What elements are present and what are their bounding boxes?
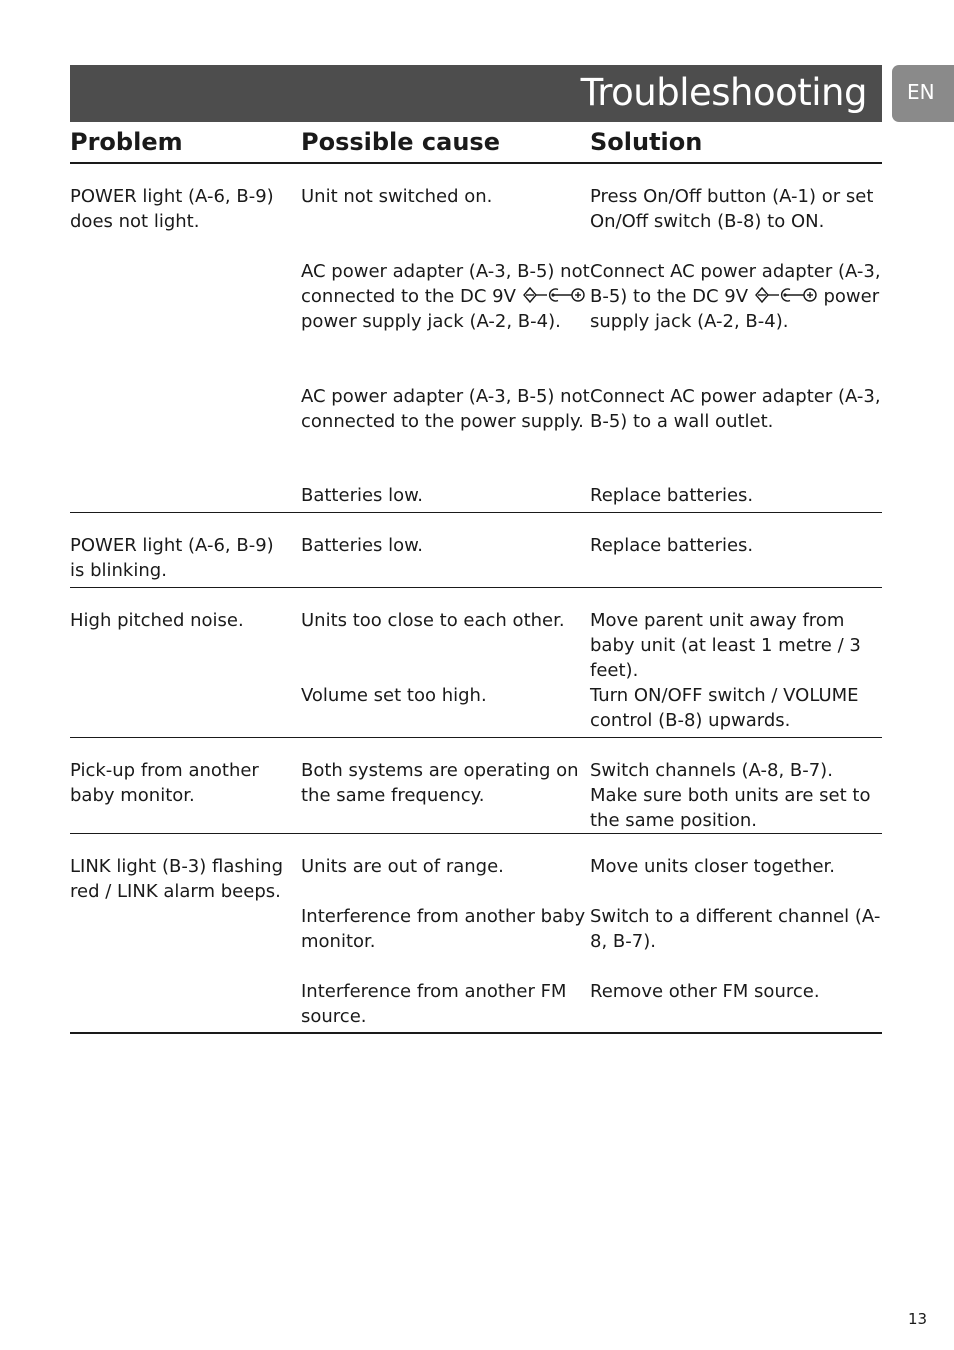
cause-text: Unit not switched on.: [301, 186, 493, 207]
table-row: [301, 384, 882, 483]
cause-text: Units are out of range.: [301, 856, 504, 877]
solution-text: Switch to a different channel (A-8, B-7).: [590, 906, 881, 952]
table-row: [301, 854, 882, 904]
page-title: Troubleshooting: [580, 71, 867, 114]
language-tab: [892, 65, 954, 122]
table-row: [301, 758, 882, 833]
problem-text: POWER light (A-6, B-9) does not light.: [70, 186, 274, 232]
solution-text: Replace batteries.: [590, 535, 754, 556]
dc-polarity-icon: [522, 286, 586, 304]
solution-text: Move parent unit away from baby unit (at least 1 metre / 3 feet).: [590, 610, 861, 681]
table-row: [301, 608, 882, 683]
problem-text: POWER light (A-6, B-9) is blinking.: [70, 535, 274, 581]
table-row: [301, 904, 882, 979]
table-row: [301, 184, 882, 259]
language-code: EN: [907, 80, 935, 104]
cause-text: Units too close to each other.: [301, 610, 565, 631]
troubleshooting-table: [70, 164, 882, 1034]
solution-text: Press On/Off button (A-1) or set On/Off switch (B-8) to ON.: [590, 186, 874, 232]
table-row: [301, 533, 882, 587]
solution-text: Connect AC power adapter (A-3, B-5) to a wall outlet.: [590, 386, 881, 432]
problem-text: Pick-up from another baby monitor.: [70, 760, 259, 806]
page-number: 13: [908, 1310, 928, 1328]
cause-text: Interference from another FM source.: [301, 981, 567, 1027]
solution-text: [590, 259, 882, 384]
cause-text: Both systems are operating on the same frequency.: [301, 760, 579, 806]
cause-text: Volume set too high.: [301, 685, 487, 706]
table-group: [70, 834, 882, 1034]
table-group: [70, 164, 882, 513]
solution-text: Move units closer together.: [590, 856, 836, 877]
table-row: [301, 979, 882, 1032]
dc-polarity-icon: [754, 286, 818, 304]
cause-text-part: power supply jack (A-2, B-4).: [301, 311, 561, 332]
cause-text: Batteries low.: [301, 485, 423, 506]
cause-text-part: AC power adapter (A-3, B-5) not connected to the DC 9V: [301, 261, 590, 307]
table-row: [301, 483, 882, 512]
title-bar: [70, 65, 882, 122]
problem-text: LINK light (B-3) flashing red / LINK alarm beeps.: [70, 856, 283, 902]
solution-text-part: Connect AC power adapter (A-3, B-5) to the DC 9V: [590, 261, 881, 307]
solution-text: Replace batteries.: [590, 485, 754, 506]
cause-text: [301, 259, 590, 384]
column-header-solution: Solution: [590, 128, 703, 156]
cause-text: Batteries low.: [301, 535, 423, 556]
solution-text: Turn ON/OFF switch / VOLUME control (B-8) upwards.: [590, 685, 859, 731]
table-row: [301, 683, 882, 737]
table-group: [70, 513, 882, 588]
column-header-cause: Possible cause: [301, 128, 500, 156]
cause-text: Interference from another baby monitor.: [301, 906, 586, 952]
solution-text: Switch channels (A-8, B-7). Make sure both units are set to the same position.: [590, 760, 871, 831]
problem-text: High pitched noise.: [70, 610, 244, 631]
table-row: [301, 259, 882, 384]
column-header-problem: Problem: [70, 128, 183, 156]
table-group: [70, 588, 882, 738]
cause-text: AC power adapter (A-3, B-5) not connected to the power supply.: [301, 386, 590, 432]
solution-text: Remove other FM source.: [590, 981, 820, 1002]
table-header: [70, 128, 882, 164]
solution-text-part: power supply jack (A-2, B-4).: [590, 286, 880, 332]
table-group: [70, 738, 882, 834]
